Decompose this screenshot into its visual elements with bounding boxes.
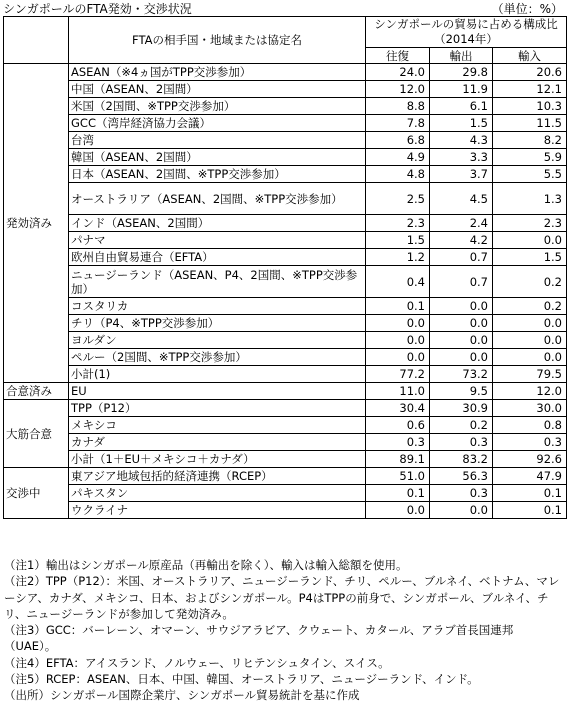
row-total: 2.3 [366, 215, 430, 232]
row-name: ウクライナ [69, 502, 366, 519]
row-import: 0.0 [493, 315, 567, 332]
row-name: 韓国（ASEAN、2国間） [69, 149, 366, 166]
row-export: 0.3 [430, 485, 493, 502]
note-2: （注2）TPP（P12）：米国、オーストラリア、ニュージーランド、チリ、ペルー、ブルネイ、ベトナム、マレーシア、カナダ、メキシコ、日本、およびシンガポール。P4はTPPの前身で、シンガポール、ブルネイ、チリ、ニュージーランドが参加して発効済み。 [4, 574, 560, 621]
row-export: 0.3 [430, 434, 493, 451]
footnotes [4, 557, 564, 704]
row-total: 0.4 [366, 266, 430, 298]
row-import: 5.5 [493, 166, 567, 183]
row-export: 0.0 [430, 332, 493, 349]
row-import: 2.3 [493, 215, 567, 232]
row-import: 0.0 [493, 332, 567, 349]
row-export: 2.4 [430, 215, 493, 232]
subtotal-2-total: 89.1 [366, 451, 430, 468]
row-name: 東アジア地域包括的経済連携（RCEP） [69, 468, 366, 485]
row-total: 6.8 [366, 132, 430, 149]
row-name: 台湾 [69, 132, 366, 149]
row-total: 12.0 [366, 81, 430, 98]
row-total: 30.4 [366, 400, 430, 417]
row-total: 4.8 [366, 166, 430, 183]
group-in-force: 発効済み [4, 64, 69, 383]
subtotal-1-import: 79.5 [493, 366, 567, 383]
row-export: 30.9 [430, 400, 493, 417]
row-export: 4.5 [430, 183, 493, 215]
row-name: メキシコ [69, 417, 366, 434]
row-import: 0.8 [493, 417, 567, 434]
row-import: 0.0 [493, 349, 567, 366]
row-total: 0.0 [366, 315, 430, 332]
row-import: 0.1 [493, 485, 567, 502]
row-total: 0.1 [366, 485, 430, 502]
row-total: 24.0 [366, 64, 430, 81]
subtotal-1-total: 77.2 [366, 366, 430, 383]
group-negotiating: 交渉中 [4, 468, 69, 519]
row-import: 0.2 [493, 266, 567, 298]
row-import: 5.9 [493, 149, 567, 166]
row-export: 11.9 [430, 81, 493, 98]
row-import: 0.1 [493, 502, 567, 519]
row-total: 0.3 [366, 434, 430, 451]
subtotal-1-name: 小計(1) [69, 366, 366, 383]
row-total: 0.1 [366, 298, 430, 315]
row-total: 0.6 [366, 417, 430, 434]
row-export: 0.2 [430, 417, 493, 434]
row-name: パキスタン [69, 485, 366, 502]
row-name: GCC（湾岸経済協力会議） [69, 115, 366, 132]
row-total: 7.8 [366, 115, 430, 132]
row-name: EU [69, 383, 366, 400]
row-import: 8.2 [493, 132, 567, 149]
row-export: 0.0 [430, 502, 493, 519]
row-name: TPP（P12） [69, 400, 366, 417]
row-total: 4.9 [366, 149, 430, 166]
note-4: （注4）EFTA：アイスランド、ノルウェー、リヒテンシュタイン、スイス。 [4, 655, 390, 670]
row-export: 0.7 [430, 249, 493, 266]
unit-label: （単位：%） [491, 2, 563, 16]
subtotal-2-import: 92.6 [493, 451, 567, 468]
row-import: 20.6 [493, 64, 567, 81]
row-export: 0.0 [430, 298, 493, 315]
row-name: 米国（2国間、※TPP交渉参加） [69, 98, 366, 115]
row-total: 0.0 [366, 502, 430, 519]
row-total: 51.0 [366, 468, 430, 485]
row-total: 11.0 [366, 383, 430, 400]
row-export: 56.3 [430, 468, 493, 485]
share-header-label: シンガポールの貿易に占める構成比 [374, 17, 558, 31]
group-agreed: 合意済み [4, 383, 69, 400]
row-name: ニュージーランド（ASEAN、P4、2国間、※TPP交渉参加） [69, 266, 366, 298]
corner-cell [4, 17, 69, 64]
row-name: 中国（ASEAN、2国間） [69, 81, 366, 98]
group-broad: 大筋合意 [4, 400, 69, 468]
subtotal-2-export: 83.2 [430, 451, 493, 468]
import-header: 輸入 [493, 48, 567, 64]
row-export: 29.8 [430, 64, 493, 81]
row-import: 10.3 [493, 98, 567, 115]
row-total: 1.2 [366, 249, 430, 266]
row-name: コスタリカ [69, 298, 366, 315]
row-total: 2.5 [366, 183, 430, 215]
row-export: 0.0 [430, 315, 493, 332]
row-name: 日本（ASEAN、2国間、※TPP交渉参加） [69, 166, 366, 183]
export-header: 輸出 [430, 48, 493, 64]
document-title: シンガポールのFTA発効・交渉状況 [3, 2, 192, 16]
note-3: （注3）GCC：バーレーン、オマーン、サウジアラビア、クウェート、カタール、アラブ首長国連邦（UAE）。 [4, 623, 514, 654]
row-import: 30.0 [493, 400, 567, 417]
row-name: ASEAN（※4ヵ国がTPP交渉参加） [69, 64, 366, 81]
total-header: 往復 [366, 48, 430, 64]
row-export: 1.5 [430, 115, 493, 132]
note-5: （注5）RCEP：ASEAN、日本、中国、韓国、オーストラリア、ニュージーランド、インド。 [4, 672, 479, 687]
row-name: ヨルダン [69, 332, 366, 349]
row-name: オーストラリア（ASEAN、2国間、※TPP交渉参加） [69, 183, 366, 215]
subtotal-1-export: 73.2 [430, 366, 493, 383]
row-import: 47.9 [493, 468, 567, 485]
row-import: 0.2 [493, 298, 567, 315]
share-header [366, 17, 567, 48]
row-export: 9.5 [430, 383, 493, 400]
row-import: 0.0 [493, 232, 567, 249]
row-export: 3.3 [430, 149, 493, 166]
row-import: 1.3 [493, 183, 567, 215]
row-import: 12.1 [493, 81, 567, 98]
share-header-year: （2014年） [434, 32, 498, 46]
row-export: 4.2 [430, 232, 493, 249]
row-total: 8.8 [366, 98, 430, 115]
row-import: 11.5 [493, 115, 567, 132]
row-export: 4.3 [430, 132, 493, 149]
partner-header: FTAの相手国・地域または協定名 [69, 17, 366, 64]
row-import: 1.5 [493, 249, 567, 266]
row-name: インド（ASEAN、2国間） [69, 215, 366, 232]
row-name: ペルー（2国間、※TPP交渉参加） [69, 349, 366, 366]
subtotal-2-name: 小計（1＋EU＋メキシコ＋カナダ） [69, 451, 366, 468]
row-import: 12.0 [493, 383, 567, 400]
fta-table [3, 16, 567, 519]
row-name: カナダ [69, 434, 366, 451]
row-export: 0.7 [430, 266, 493, 298]
row-import: 0.3 [493, 434, 567, 451]
source-note: （出所）シンガポール国際企業庁、シンガポール貿易統計を基に作成 [4, 688, 360, 703]
row-export: 0.0 [430, 349, 493, 366]
row-export: 6.1 [430, 98, 493, 115]
row-export: 3.7 [430, 166, 493, 183]
row-total: 0.0 [366, 349, 430, 366]
row-name: 欧州自由貿易連合（EFTA） [69, 249, 366, 266]
row-name: チリ（P4、※TPP交渉参加） [69, 315, 366, 332]
row-total: 0.0 [366, 332, 430, 349]
row-total: 1.5 [366, 232, 430, 249]
note-1: （注1）輸出はシンガポール原産品（再輸出を除く）、輸入は輸入総額を使用。 [4, 558, 408, 572]
row-name: パナマ [69, 232, 366, 249]
